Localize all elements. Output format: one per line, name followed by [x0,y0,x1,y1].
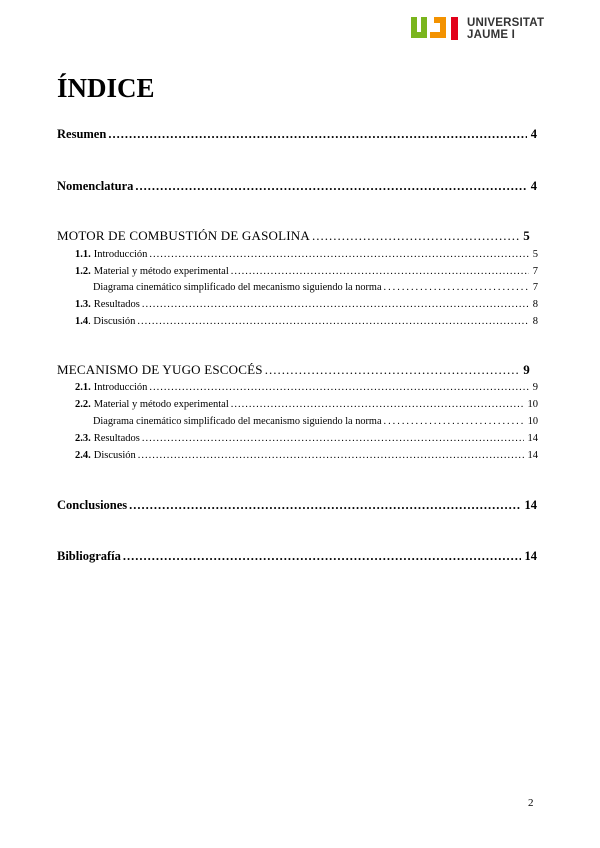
toc-leader [123,549,521,563]
toc-entry-1-4[interactable] [75,315,538,329]
toc-label: MOTOR DE COMBUSTIÓN DE GASOLINA [57,229,310,243]
toc-label: Nomenclatura [57,179,134,193]
toc-entry-resumen[interactable] [57,127,537,141]
toc-label: Diagrama cinemático simplificado del mecanismo siguiendo la norma [93,416,382,427]
toc-leader [135,179,526,193]
toc-number: 2.1. [75,382,91,393]
toc-leader [142,432,524,446]
toc-leader [231,265,529,279]
toc-page: 10 [527,399,538,410]
toc-leader [138,449,524,463]
toc-page: 7 [532,266,538,277]
toc-label: Diagrama cinemático simplificado del mecanismo siguiendo la norma [93,282,382,293]
toc-page: 14 [527,450,538,461]
toc-entry-1-1[interactable] [75,248,538,262]
toc-page: 5 [523,229,530,243]
toc-leader [384,415,524,429]
toc-leader [149,381,528,395]
toc-label: Discusión [93,450,136,461]
toc-entry-conclusiones[interactable] [57,498,537,512]
toc-entry-2-1[interactable] [75,381,538,395]
toc-page: 8 [532,316,538,327]
toc-label: Introducción [93,249,148,260]
toc-number: 1.1. [75,249,91,260]
toc-page: 14 [524,498,537,512]
toc-number: 1.2. [75,266,91,277]
logo-text-line1: UNIVERSITAT [467,17,545,29]
toc-leader [137,315,528,329]
toc-label: Material y método experimental [93,399,229,410]
toc-entry-section1[interactable] [57,229,530,243]
toc-entry-bibliografia[interactable] [57,549,537,563]
toc-leader [149,248,528,262]
toc-page: 4 [530,179,537,193]
toc-label: Bibliografía [57,549,121,563]
toc-page: 4 [530,127,537,141]
toc-leader [108,127,526,141]
toc-leader [129,498,520,512]
toc-page: 5 [532,249,538,260]
toc-label: MECANISMO DE YUGO ESCOCÉS [57,363,263,377]
university-logo [410,14,555,44]
toc-label: Resumen [57,127,107,141]
toc-leader [384,281,529,295]
toc-leader [231,398,524,412]
toc-number: 2.4. [75,450,91,461]
toc-entry-1-3[interactable] [75,298,538,312]
toc-label: Introducción [93,382,148,393]
toc-label: . Discusión [88,316,136,327]
toc-page: 10 [527,416,538,427]
toc-leader [142,298,529,312]
toc-entry-section2[interactable] [57,363,530,377]
logo-text-line2: JAUME I [467,29,516,41]
toc-leader [312,229,519,243]
toc-page: 7 [532,282,538,293]
toc-entry-2-3[interactable] [75,432,538,446]
page-title: ÍNDICE [57,73,155,103]
toc-leader [265,363,520,377]
toc-page: 14 [527,433,538,444]
toc-entry-1-2-diagram[interactable] [93,281,538,295]
toc-page: 8 [532,299,538,310]
toc-page: 9 [532,382,538,393]
toc-page: 14 [524,549,537,563]
toc-entry-nomenclatura[interactable] [57,179,537,193]
toc-entry-2-2[interactable] [75,398,538,412]
toc-label: Conclusiones [57,498,128,512]
toc-number: 1.3. [75,299,91,310]
toc-entry-1-2[interactable] [75,265,538,279]
toc-entry-2-4[interactable] [75,449,538,463]
page-number: 2 [528,797,534,809]
toc-number: 2.3. [75,433,91,444]
toc-number: 1.4 [75,316,89,327]
toc-label: Resultados [93,433,140,444]
uji-mark-icon [410,16,462,42]
toc-label: Resultados [93,299,140,310]
toc-number: 2.2. [75,399,91,410]
toc-page: 9 [523,363,530,377]
toc-label: Material y método experimental [93,266,229,277]
toc-entry-2-2-diagram[interactable] [93,415,538,429]
